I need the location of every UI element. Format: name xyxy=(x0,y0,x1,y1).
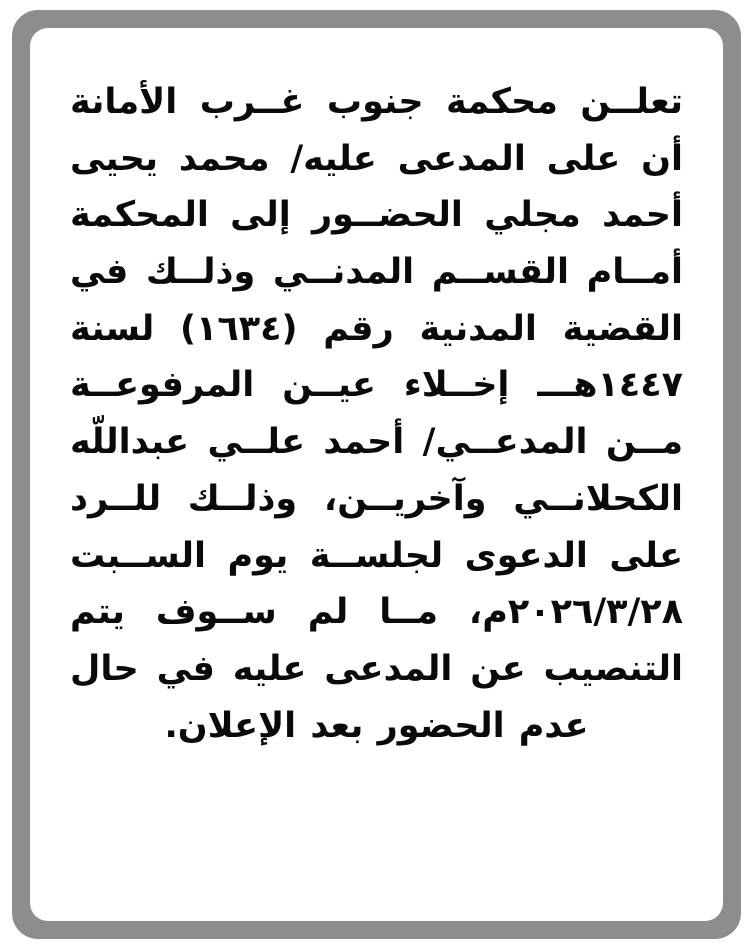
notice-card xyxy=(30,28,723,921)
notice-frame xyxy=(12,10,741,939)
legal-notice-text: تعلــن محكمة جنوب غــرب الأمانة أن على المدعى عليه/ محمد يحيى أحمد مجلي الحضــور إلى المحكمة أمــام القســم المدنــي وذلــك في القضية المدنية رقم (١٦٣٤) لسنة ١٤٤٧هـــ إخــلاء عيــن المرفوعــة مــن المدعــي/ أحمد علــي عبداللّه الكحلانــي وآخريــن، وذلــك للــرد على الدعوى لجلســة يوم الســبت ٢٠٢٦/٣/٢٨م، مــا لم ســوف يتم التنصيب عن المدعى عليه في حال عدم الحضور بعد الإعلان. xyxy=(70,82,684,746)
